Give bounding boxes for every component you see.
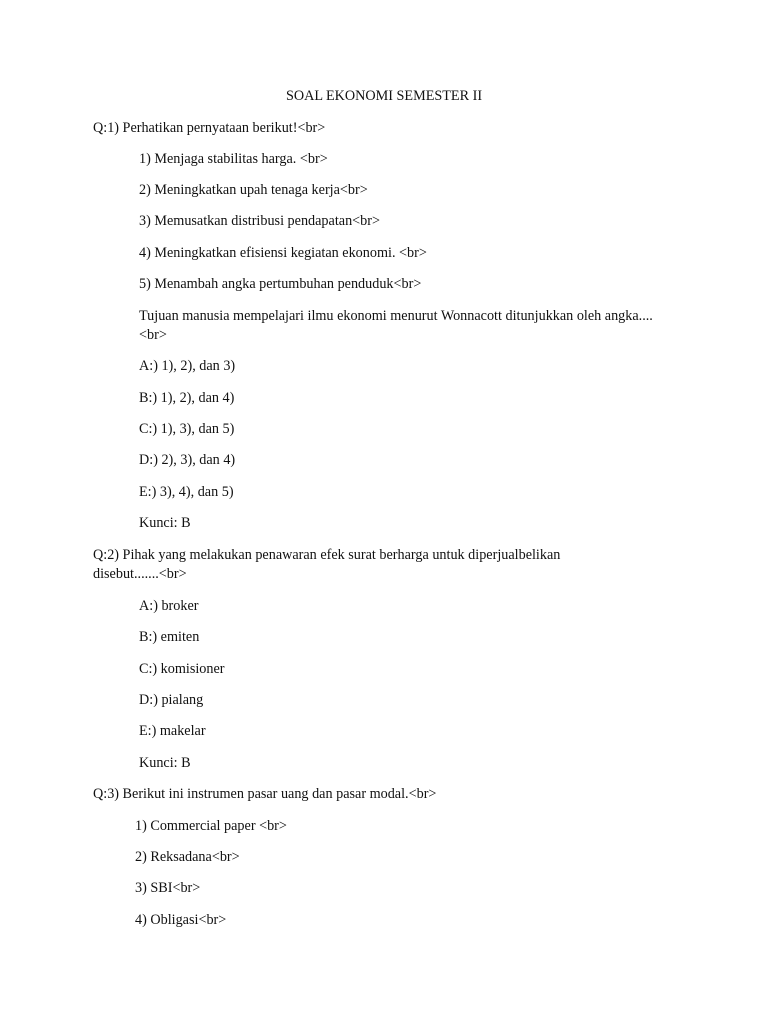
- question-3-statement-4: 4) Obligasi<br>: [135, 912, 227, 928]
- question-1-option-e: E:) 3), 4), dan 5): [139, 484, 234, 500]
- question-3-statement-3: 3) SBI<br>: [135, 880, 201, 896]
- question-2-option-e: E:) makelar: [139, 723, 206, 739]
- question-1-option-d: D:) 2), 3), dan 4): [139, 452, 236, 468]
- question-1-key: Kunci: B: [139, 515, 191, 531]
- document-title: SOAL EKONOMI SEMESTER II: [285, 88, 483, 104]
- question-3-statement-1: 1) Commercial paper <br>: [135, 818, 287, 834]
- question-1-stem: Tujuan manusia mempelajari ilmu ekonomi menurut Wonnacott ditunjukkan oleh angka....<br>: [139, 308, 653, 343]
- question-2-option-c: C:) komisioner: [139, 661, 225, 677]
- question-1-statement-5: 5) Menambah angka pertumbuhan penduduk<br>: [139, 276, 422, 292]
- question-2-option-b: B:) emiten: [139, 629, 200, 645]
- question-1-statement-4: 4) Meningkatkan efisiensi kegiatan ekonomi. <br>: [139, 245, 427, 261]
- question-2-option-d: D:) pialang: [139, 692, 204, 708]
- question-2-prompt: Q:2) Pihak yang melakukan penawaran efek surat berharga untuk diperjualbelikan disebut.......<br>: [93, 547, 561, 582]
- question-1-statement-2: 2) Meningkatkan upah tenaga kerja<br>: [139, 182, 368, 198]
- question-2-key: Kunci: B: [139, 755, 191, 771]
- question-1-statement-1: 1) Menjaga stabilitas harga. <br>: [139, 151, 328, 167]
- question-1-option-c: C:) 1), 3), dan 5): [139, 421, 235, 437]
- question-1-option-b: B:) 1), 2), dan 4): [139, 390, 235, 406]
- question-1-prompt: Q:1) Perhatikan pernyataan berikut!<br>: [93, 120, 326, 136]
- question-1-statement-3: 3) Memusatkan distribusi pendapatan<br>: [139, 213, 380, 229]
- question-3-statement-2: 2) Reksadana<br>: [135, 849, 240, 865]
- question-1-option-a: A:) 1), 2), dan 3): [139, 358, 236, 374]
- question-2-option-a: A:) broker: [139, 598, 199, 614]
- question-3-prompt: Q:3) Berikut ini instrumen pasar uang dan pasar modal.<br>: [93, 786, 437, 802]
